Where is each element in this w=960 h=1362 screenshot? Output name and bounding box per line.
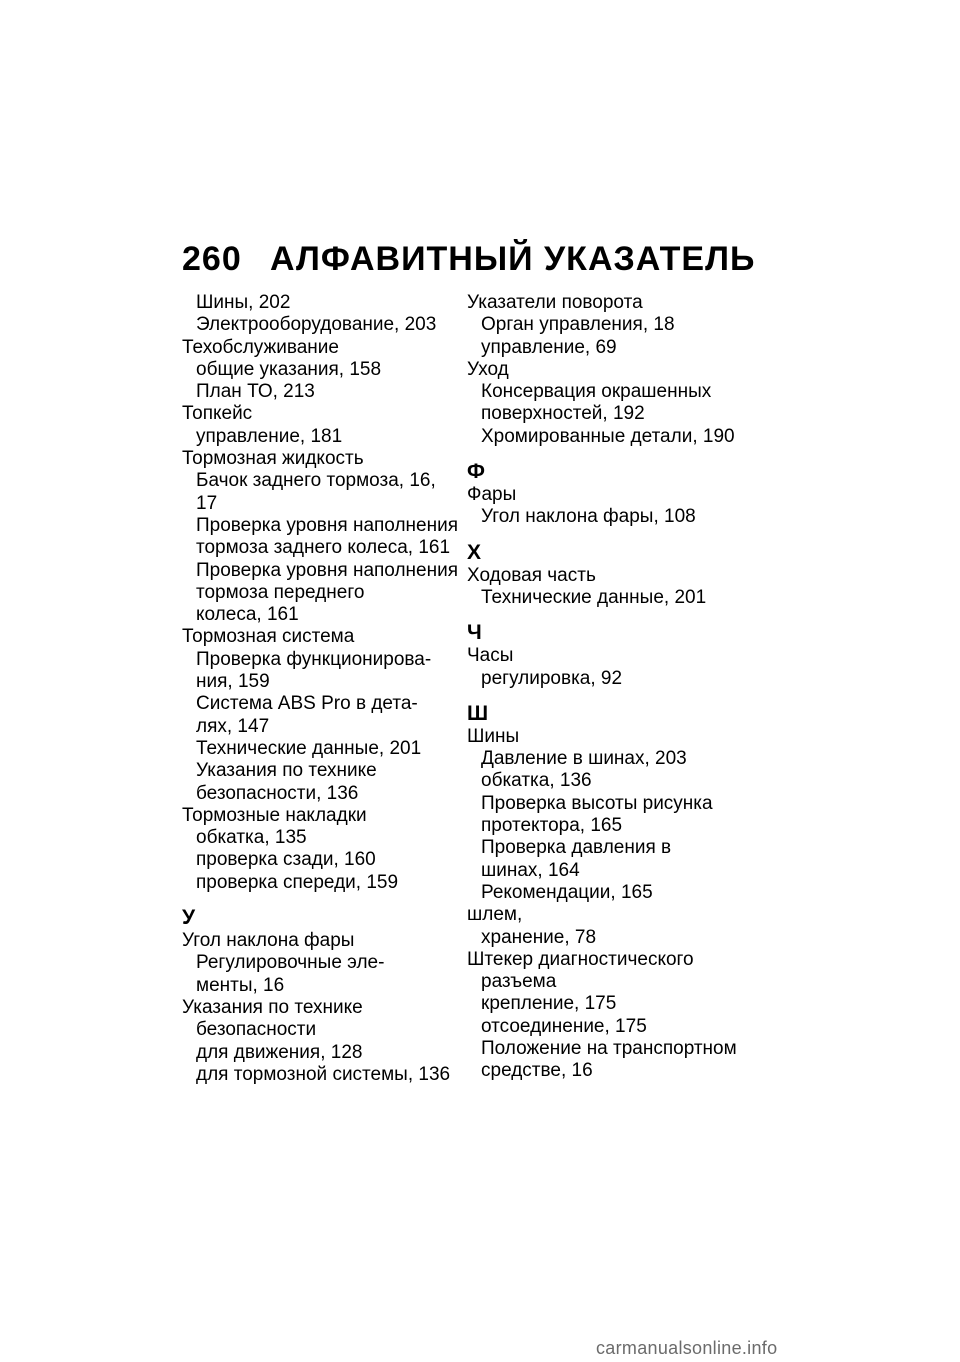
index-subentry: общие указания, 158 xyxy=(196,358,382,380)
index-subentry: безопасности xyxy=(196,1019,317,1041)
index-subentry: отсоединение, 175 xyxy=(481,1015,647,1037)
index-entry: Штекер диагностического xyxy=(467,948,694,970)
index-entry: Уход xyxy=(467,358,509,380)
index-entry: Часы xyxy=(467,645,514,667)
index-subentry: Консервация окрашенных xyxy=(481,381,712,403)
index-subentry: Положение на транспортном xyxy=(481,1038,737,1060)
index-subentry: поверхностей, 192 xyxy=(481,403,645,425)
index-column-right xyxy=(467,292,737,1083)
index-subentry: средстве, 16 xyxy=(481,1060,593,1082)
index-subentry: Хромированные детали, 190 xyxy=(481,425,735,447)
index-subentry: Проверка функционирова- xyxy=(196,648,432,670)
index-subentry: Проверка давления в xyxy=(481,837,672,859)
index-subentry: Угол наклона фары, 108 xyxy=(481,506,696,528)
index-subentry: План ТО, 213 xyxy=(196,381,315,403)
index-subentry: хранение, 78 xyxy=(481,926,597,948)
index-subentry: шинах, 164 xyxy=(481,859,580,881)
index-subentry: Технические данные, 201 xyxy=(196,737,422,759)
index-subentry: регулировка, 92 xyxy=(481,667,623,689)
index-subentry: Бачок заднего тормоза, 16, xyxy=(196,470,436,492)
page-header xyxy=(182,240,755,279)
index-subentry: Давление в шинах, 203 xyxy=(481,748,687,770)
page-number: 260 xyxy=(182,240,242,278)
index-entry: Тормозная система xyxy=(182,626,355,648)
index-entry: Шины xyxy=(467,725,520,747)
index-subentry: проверка сзади, 160 xyxy=(196,849,376,871)
index-subentry: Проверка высоты рисунка xyxy=(481,792,713,814)
index-subentry: Орган управления, 18 xyxy=(481,314,675,336)
index-subentry: безопасности, 136 xyxy=(196,782,359,804)
index-subentry: Рекомендации, 165 xyxy=(481,881,653,903)
index-subentry: проверка спереди, 159 xyxy=(196,871,399,893)
index-subentry: колеса, 161 xyxy=(196,604,299,626)
index-letter-heading: Ф xyxy=(467,460,485,484)
index-subentry: Система ABS Pro в дета- xyxy=(196,693,418,715)
index-entry: Топкейс xyxy=(182,403,253,425)
index-entry: Техобслуживание xyxy=(182,336,339,358)
index-subentry: Указания по технике xyxy=(196,760,377,782)
index-subentry: для движения, 128 xyxy=(196,1041,363,1063)
index-subentry: лях, 147 xyxy=(196,715,270,737)
index-entry: Указания по технике xyxy=(182,996,363,1018)
index-subentry: управление, 69 xyxy=(481,336,617,358)
index-subentry: Проверка уровня наполнения xyxy=(196,514,458,536)
index-subentry: ния, 159 xyxy=(196,671,270,693)
index-subentry: Шины, 202 xyxy=(196,292,291,313)
index-entry: Тормозные накладки xyxy=(182,804,367,826)
index-subentry: Электрооборудование, 203 xyxy=(196,314,437,336)
index-entry: Ходовая часть xyxy=(467,564,596,586)
index-entry: Указатели поворота xyxy=(467,292,643,313)
index-entry: Тормозная жидкость xyxy=(182,448,364,470)
index-subentry: обкатка, 136 xyxy=(481,770,592,792)
index-entry: шлем, xyxy=(467,904,523,926)
watermark: carmanualsonline.info xyxy=(596,1338,778,1358)
index-subentry: управление, 181 xyxy=(196,425,343,447)
index-letter-heading: Ш xyxy=(467,701,489,725)
index-subentry: для тормозной системы, 136 xyxy=(196,1063,451,1085)
index-subentry: Регулировочные эле- xyxy=(196,952,385,974)
index-subentry: тормоза заднего колеса, 161 xyxy=(196,537,451,559)
index-entry: Угол наклона фары xyxy=(182,930,355,952)
index-subentry: крепление, 175 xyxy=(481,993,617,1015)
index-subentry: менты, 16 xyxy=(196,974,285,996)
index-subentry: тормоза переднего xyxy=(196,581,365,603)
index-subentry: 17 xyxy=(196,492,218,514)
index-subentry: Проверка уровня наполнения xyxy=(196,559,458,581)
index-subentry: обкатка, 135 xyxy=(196,827,307,849)
index-letter-heading: У xyxy=(182,906,196,930)
index-letter-heading: Ч xyxy=(467,621,482,645)
index-entry: Фары xyxy=(467,484,517,506)
index-column-left xyxy=(182,292,458,1086)
index-subentry: Технические данные, 201 xyxy=(481,586,707,608)
page-title: АЛФАВИТНЫЙ УКАЗАТЕЛЬ xyxy=(270,240,756,278)
index-subentry: протектора, 165 xyxy=(481,815,623,837)
index-subentry: разъема xyxy=(481,971,557,993)
index-letter-heading: Х xyxy=(467,540,482,564)
